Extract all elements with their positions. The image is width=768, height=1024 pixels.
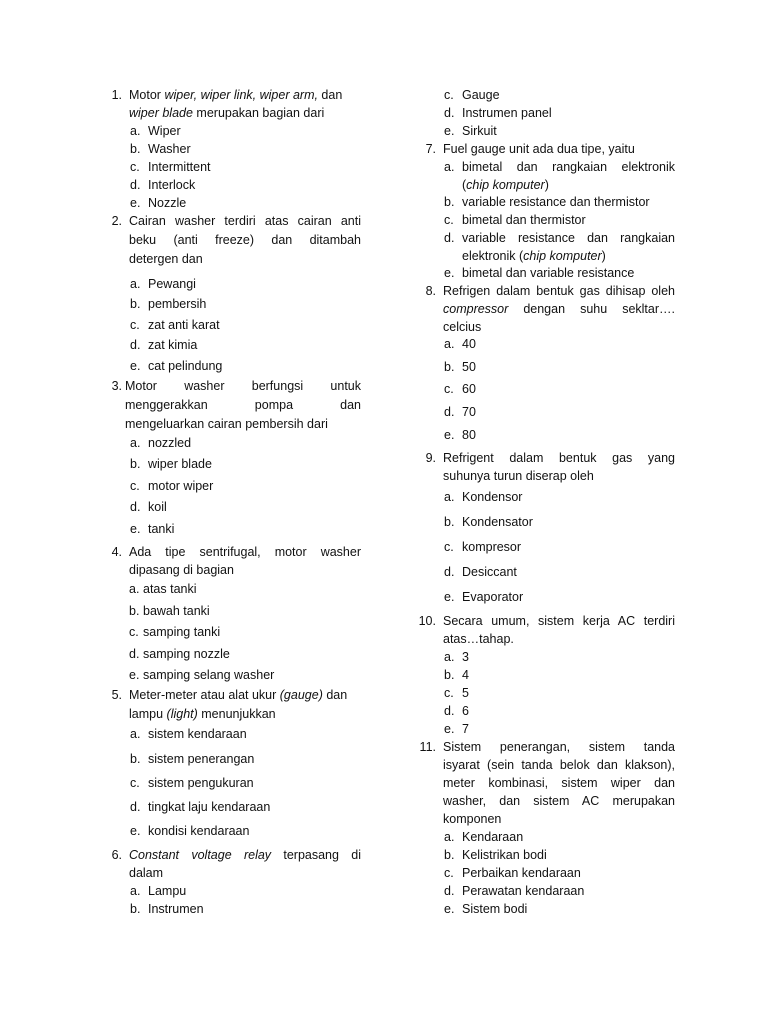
option-text: motor wiper (148, 479, 214, 493)
option-letter: e. (130, 359, 141, 373)
text-run: dan (322, 688, 348, 702)
question-stem-line (443, 283, 675, 300)
italic-text: (light) (166, 707, 198, 721)
option-letter: e. (444, 266, 455, 280)
question-stem-line (443, 141, 635, 158)
option-text: Perawatan kendaraan (462, 884, 585, 898)
option-letter: c. (444, 213, 454, 227)
option-text: 6 (462, 704, 469, 718)
option-text: Perbaikan kendaraan (462, 866, 581, 880)
question-stem-line (129, 687, 347, 704)
question-stem-line (129, 251, 203, 268)
option-letter: e. (444, 722, 455, 736)
option-letter: e. (444, 902, 455, 916)
option-text: variable resistance dan thermistor (462, 195, 650, 209)
option-letter: a. (130, 277, 141, 291)
option-text: Evaporator (462, 590, 524, 604)
option-text: zat kimia (148, 338, 198, 352)
italic-text: chip komputer (523, 249, 602, 263)
text-run: bimetal dan rangkaian elektronik (462, 160, 675, 174)
text-run: ( (462, 178, 467, 192)
option-text: Intermittent (148, 160, 211, 174)
text-run: isyarat (sein tanda belok dan klakson), (443, 758, 675, 772)
option-letter: c. (130, 318, 140, 332)
italic-text: Constant voltage relay (129, 848, 272, 862)
text-run: Refrigent dalam bentuk gas yang (443, 451, 675, 465)
text-run: terpasang di (271, 848, 361, 862)
question-stem-line (443, 319, 481, 336)
question-number: 11. (419, 740, 436, 754)
option-letter: b. (444, 195, 455, 209)
option-letter: e. (444, 124, 455, 138)
option-text-line (462, 177, 549, 194)
option-letter: a. (130, 727, 141, 741)
option-text: Lampu (148, 884, 187, 898)
option-letter: c. (444, 686, 454, 700)
question-number: 7. (425, 142, 436, 156)
text-run: komponen (443, 812, 502, 826)
option-letter: b. (130, 457, 141, 471)
italic-text: (gauge) (279, 688, 323, 702)
option-letter: d. (444, 565, 455, 579)
option-text: nozzled (148, 436, 192, 450)
question-stem-line (443, 613, 675, 630)
option-letter: d. (130, 338, 141, 352)
text-run: Motor (129, 88, 165, 102)
option-text: atas tanki (143, 582, 197, 596)
option-letter: e. (444, 590, 455, 604)
option-letter: c. (130, 479, 140, 493)
text-run: elektronik ( (462, 249, 524, 263)
text-run: lampu (129, 707, 167, 721)
text-run: dalam (129, 866, 164, 880)
question-stem-line (129, 105, 324, 122)
text-run: detergen dan (129, 252, 203, 266)
question-stem-line (129, 87, 342, 104)
question-number: 6. (111, 848, 122, 862)
question-stem-line (125, 378, 361, 395)
option-text: koil (148, 500, 167, 514)
question-stem-line (129, 706, 276, 723)
option-letter: c. (444, 866, 454, 880)
text-run: Cairan washer terdiri atas cairan anti (129, 214, 361, 228)
text-run: washer, dan sistem AC merupakan (443, 794, 675, 808)
option-text: 40 (462, 337, 476, 351)
question-number: 3. (111, 379, 122, 393)
text-run: Ada tipe sentrifugal, motor washer (129, 545, 361, 559)
option-letter: a. (130, 124, 141, 138)
option-letter: b. (444, 360, 455, 374)
question-number: 10. (418, 614, 436, 628)
option-letter: b. (130, 297, 141, 311)
option-letter: a. (444, 650, 455, 664)
text-run: celcius (443, 320, 482, 334)
option-letter: a. (444, 490, 455, 504)
text-run: menunjukkan (197, 707, 276, 721)
option-text: bimetal dan thermistor (462, 213, 586, 227)
option-text: Pewangi (148, 277, 196, 291)
option-text: 5 (462, 686, 469, 700)
option-text: tanki (148, 522, 175, 536)
option-letter: d. (444, 106, 455, 120)
option-letter: b. (444, 668, 455, 682)
italic-text: compressor (443, 302, 509, 316)
option-letter: b. (444, 515, 455, 529)
option-letter: d. (444, 704, 455, 718)
option-letter: e. (130, 824, 141, 838)
option-letter: d. (129, 647, 140, 661)
option-text: Sirkuit (462, 124, 497, 138)
text-run: Motor washer berfungsi untuk (125, 379, 361, 393)
option-letter: c. (444, 88, 454, 102)
option-text: Instrumen (148, 902, 204, 916)
option-text: bawah tanki (143, 604, 210, 618)
option-text: Kondensor (462, 490, 523, 504)
option-text: tingkat laju kendaraan (148, 800, 271, 814)
option-letter: a. (130, 884, 141, 898)
option-letter: e. (129, 668, 140, 682)
question-stem-line (129, 213, 361, 230)
text-run: Secara umum, sistem kerja AC terdiri (443, 614, 675, 628)
option-text: sistem penerangan (148, 752, 255, 766)
option-text: sistem kendaraan (148, 727, 247, 741)
option-text: samping tanki (143, 625, 221, 639)
option-letter: c. (130, 160, 140, 174)
option-text: kondisi kendaraan (148, 824, 250, 838)
option-text: 60 (462, 382, 476, 396)
question-stem-line (443, 775, 675, 792)
option-text: 3 (462, 650, 469, 664)
question-stem-line (443, 631, 514, 648)
text-run: atas…tahap. (443, 632, 514, 646)
option-letter: a. (444, 337, 455, 351)
option-text: Kondensator (462, 515, 533, 529)
option-letter: a. (129, 582, 140, 596)
option-letter: e. (444, 428, 455, 442)
text-run: merupakan bagian dari (192, 106, 325, 120)
text-run: suhunya turun diserap oleh (443, 469, 594, 483)
text-run: meter kombinasi, sistem wiper dan (443, 776, 675, 790)
text-run: ) (601, 249, 606, 263)
option-letter: d. (130, 800, 141, 814)
option-letter: b. (129, 604, 140, 618)
question-stem-line (443, 793, 675, 810)
question-stem-line (129, 544, 361, 561)
option-letter: a. (444, 830, 455, 844)
question-stem-line (443, 757, 675, 774)
option-text: Desiccant (462, 565, 517, 579)
option-text: bimetal dan variable resistance (462, 266, 635, 280)
option-text: pembersih (148, 297, 207, 311)
option-letter: d. (444, 884, 455, 898)
option-letter: b. (130, 752, 141, 766)
option-text: kompresor (462, 540, 522, 554)
question-number: 4. (111, 545, 122, 559)
question-stem-line (129, 847, 361, 864)
option-letter: d. (130, 178, 141, 192)
option-text: wiper blade (148, 457, 212, 471)
option-letter: c. (444, 382, 454, 396)
option-letter: e. (130, 522, 141, 536)
italic-text: wiper blade (129, 106, 193, 120)
question-stem-line (443, 811, 501, 828)
option-text: Interlock (148, 178, 196, 192)
question-stem-line (129, 232, 361, 249)
question-stem-line (443, 739, 675, 756)
text-run: dan (317, 88, 343, 102)
question-stem-line (443, 301, 675, 318)
option-text: cat pelindung (148, 359, 223, 373)
option-text: Wiper (148, 124, 181, 138)
text-run: menggerakkan pompa dan (125, 398, 361, 412)
question-stem-line (129, 562, 234, 579)
option-letter: b. (130, 902, 141, 916)
option-letter: c. (444, 540, 454, 554)
option-text: Washer (148, 142, 191, 156)
option-text: samping nozzle (143, 647, 230, 661)
option-text: 4 (462, 668, 469, 682)
question-number: 8. (425, 284, 436, 298)
question-stem-line (125, 416, 328, 433)
option-text: sistem pengukuran (148, 776, 254, 790)
option-text: samping selang washer (143, 668, 275, 682)
option-text: 7 (462, 722, 469, 736)
option-text: 80 (462, 428, 476, 442)
option-text: Kelistrikan bodi (462, 848, 547, 862)
option-text: zat anti karat (148, 318, 220, 332)
italic-text: wiper, wiper link, wiper arm, (164, 88, 318, 102)
text-run: ) (544, 178, 549, 192)
text-run: mengeluarkan cairan pembersih dari (125, 417, 328, 431)
question-stem-line (125, 397, 361, 414)
option-text-line (462, 230, 675, 247)
option-letter: b. (444, 848, 455, 862)
option-text-line (462, 248, 606, 265)
option-text: Gauge (462, 88, 500, 102)
option-text: Instrumen panel (462, 106, 552, 120)
option-letter: e. (130, 196, 141, 210)
option-text: 70 (462, 405, 476, 419)
option-text: Nozzle (148, 196, 187, 210)
option-text-line (462, 159, 675, 176)
text-run: dipasang di bagian (129, 563, 234, 577)
option-letter: c. (129, 625, 139, 639)
italic-text: chip komputer (466, 178, 545, 192)
option-letter: d. (444, 231, 455, 245)
option-text: 50 (462, 360, 476, 374)
text-run: Fuel gauge unit ada dua tipe, yaitu (443, 142, 635, 156)
text-run: beku (anti freeze) dan ditambah (129, 233, 361, 247)
question-stem-line (443, 468, 594, 485)
text-run: dengan suhu sekltar…. (508, 302, 675, 316)
question-stem-line (443, 450, 675, 467)
question-number: 5. (111, 688, 122, 702)
option-text: Sistem bodi (462, 902, 528, 916)
question-stem-line (129, 865, 163, 882)
question-number: 1. (111, 88, 122, 102)
text-run: Meter-meter atau alat ukur (129, 688, 280, 702)
text-run: variable resistance dan rangkaian (462, 231, 675, 245)
text-run: Sistem penerangan, sistem tanda (443, 740, 675, 754)
option-letter: a. (130, 436, 141, 450)
option-letter: c. (130, 776, 140, 790)
option-letter: d. (130, 500, 141, 514)
option-text: Kendaraan (462, 830, 524, 844)
question-number: 2. (111, 214, 122, 228)
option-letter: b. (130, 142, 141, 156)
text-run: Refrigen dalam bentuk gas dihisap oleh (443, 284, 675, 298)
option-letter: a. (444, 160, 455, 174)
option-letter: d. (444, 405, 455, 419)
question-number: 9. (425, 451, 436, 465)
